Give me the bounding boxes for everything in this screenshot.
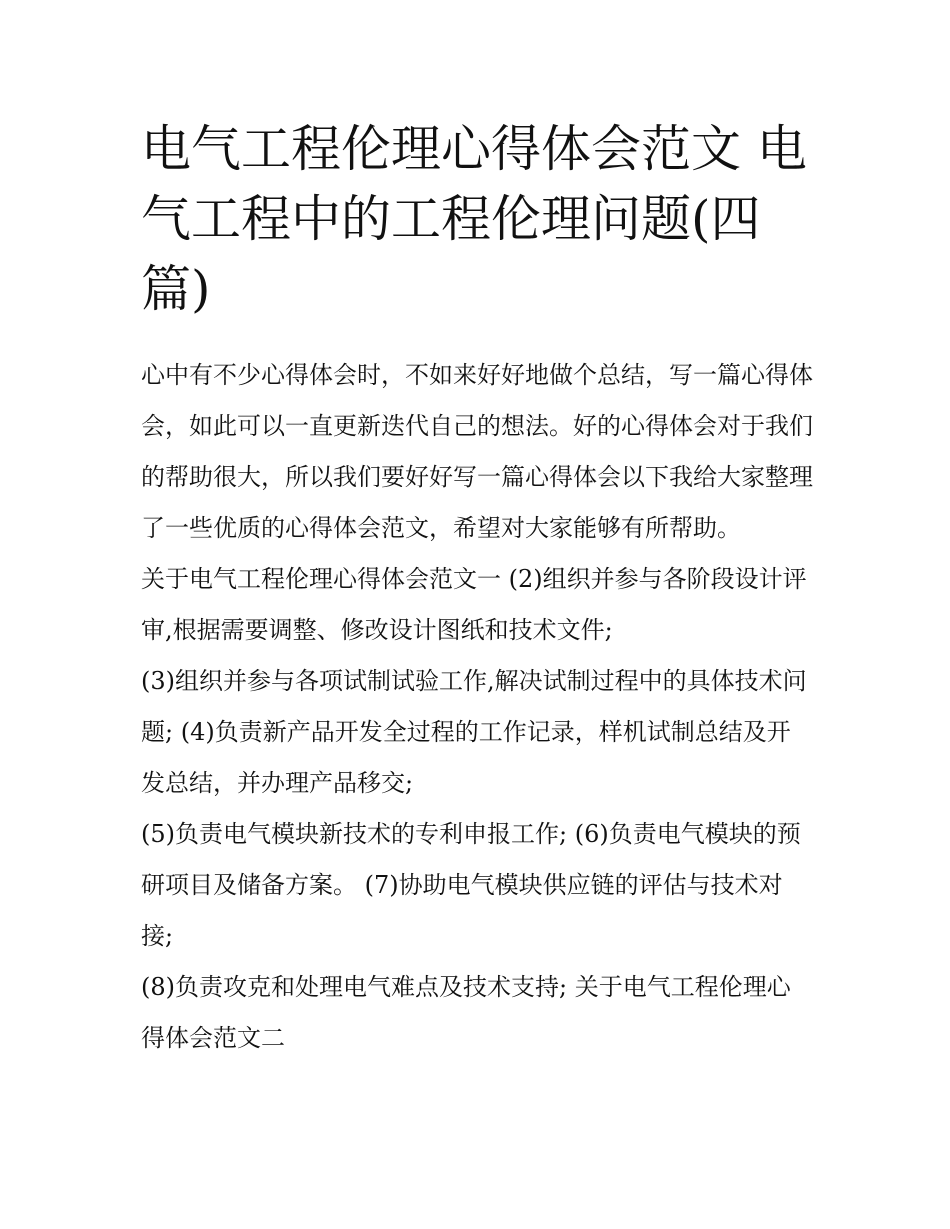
paragraph-item-5-7: (5)负责电气模块新技术的专利申报工作; (6)负责电气模块的预研项目及储备方案。 (7)协助电气模块供应链的评估与技术对接;: [141, 820, 801, 950]
paragraph-intro: 心中有不少心得体会时，不如来好好地做个总结，写一篇心得体会，如此可以一直更新迭代自己的想法。好的心得体会对于我们的帮助很大，所以我们要好好写一篇心得体会以下我给大家整理了一些优质的心得体会范文，希望对大家能够有所帮助。: [141, 361, 813, 542]
document-title: 电气工程伦理心得体会范文 电气工程中的工程伦理问题(四篇): [141, 120, 807, 318]
document-content: [141, 114, 813, 1064]
paragraph-essay-one-start: 关于电气工程伦理心得体会范文一 (2)组织并参与各阶段设计评审,根据需要调整、修改设计图纸和技术文件;: [141, 565, 807, 644]
paragraph-item-8: (8)负责攻克和处理电气难点及技术支持; 关于电气工程伦理心得体会范文二: [141, 973, 791, 1052]
paragraph-item-3-4: (3)组织并参与各项试制试验工作,解决试制过程中的具体技术问题; (4)负责新产品开发全过程的工作记录，样机试制总结及开发总结，并办理产品移交;: [141, 667, 807, 797]
document-body: [141, 350, 813, 1064]
